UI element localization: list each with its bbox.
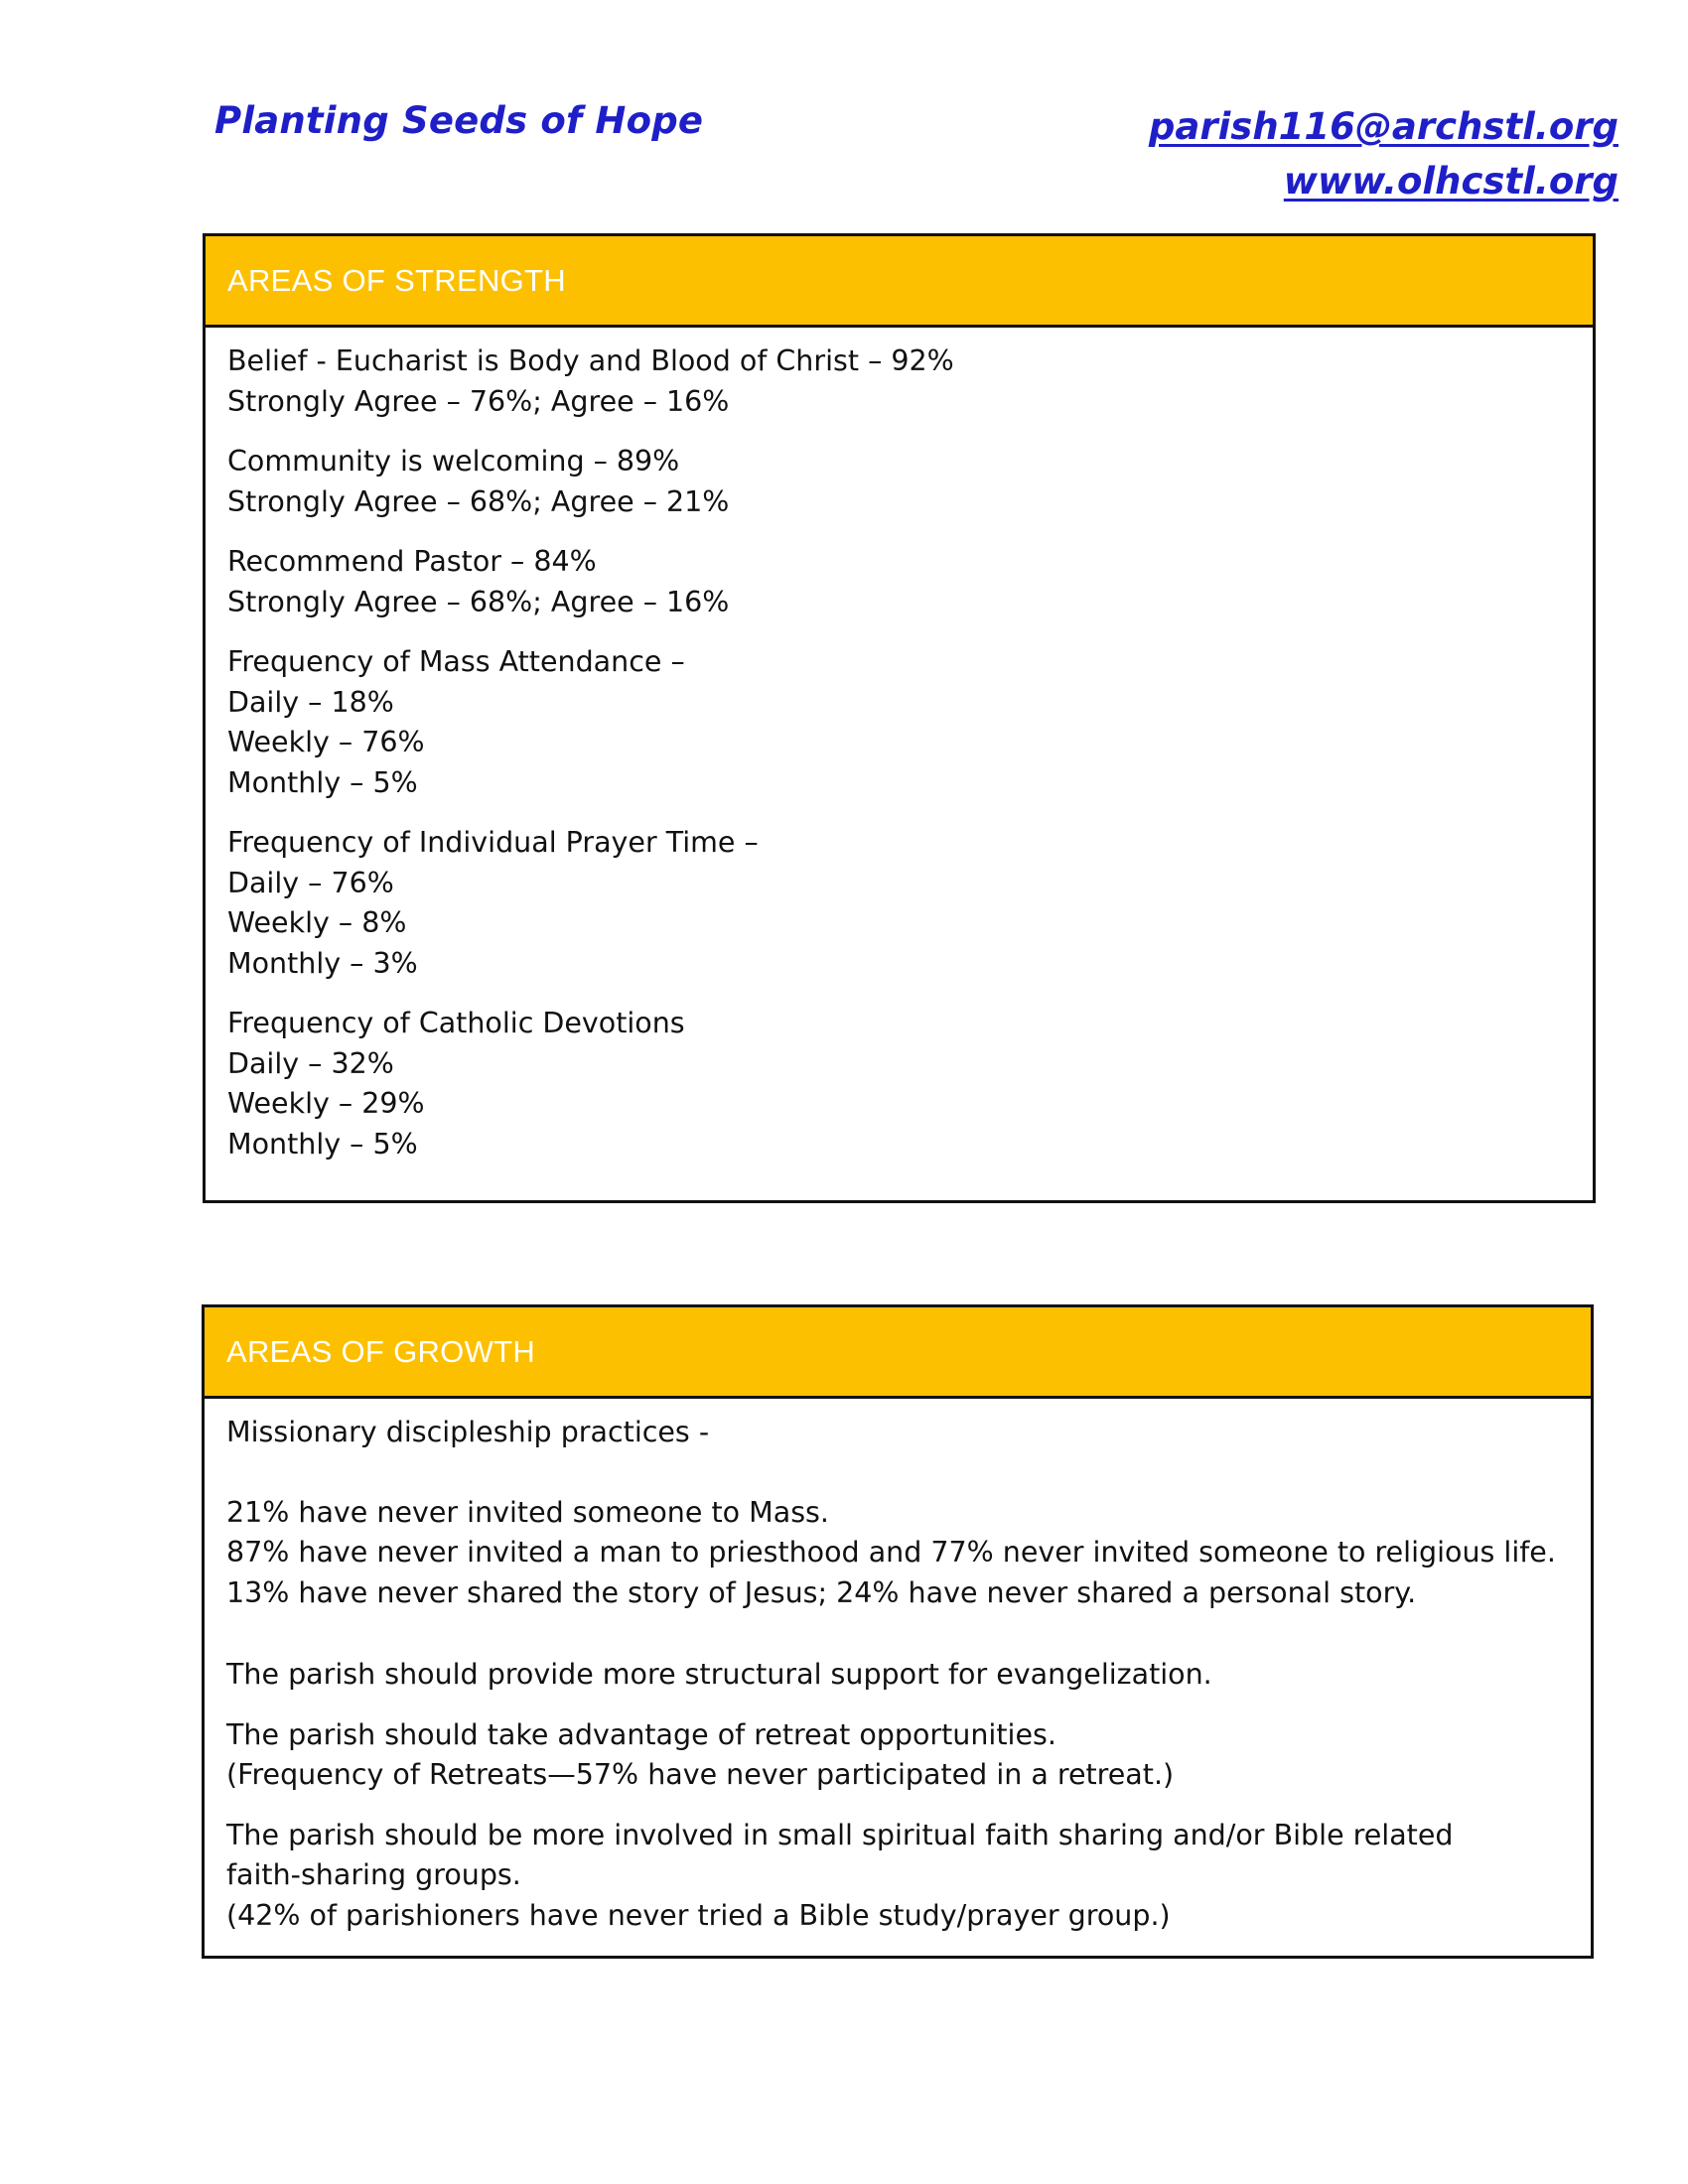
- growth-stat-line: 87% have never invited a man to priesthood and 77% never invited someone to religious life.: [226, 1536, 1556, 1569]
- strength-block: [227, 823, 1571, 984]
- strength-line: Daily – 76%: [227, 866, 394, 899]
- strength-block: [227, 642, 1571, 803]
- website-link[interactable]: www.olhcstl.org: [1283, 160, 1618, 203]
- strength-block: [227, 442, 1571, 522]
- strength-line: Weekly – 76%: [227, 726, 425, 758]
- areas-of-growth-body: [205, 1399, 1591, 1966]
- strength-line: Community is welcoming – 89%: [227, 445, 680, 478]
- strength-block: [227, 542, 1571, 622]
- growth-block: [226, 1715, 1569, 1796]
- growth-intro: Missionary discipleship practices -: [226, 1416, 710, 1448]
- growth-block: [226, 1816, 1569, 1937]
- strength-line: Daily – 18%: [227, 685, 394, 719]
- growth-stats: [226, 1493, 1569, 1614]
- strength-line: Monthly – 5%: [227, 1127, 418, 1160]
- strength-line: Weekly – 8%: [227, 906, 407, 939]
- growth-line: (Frequency of Retreats—57% have never participated in a retreat.): [226, 1758, 1175, 1791]
- growth-line: faith-sharing groups.: [226, 1858, 521, 1891]
- areas-of-strength-heading: AREAS OF STRENGTH: [206, 236, 1593, 328]
- page-title: Planting Seeds of Hope: [214, 99, 704, 142]
- areas-of-growth-section: [202, 1304, 1594, 1959]
- growth-line: The parish should take advantage of retreat opportunities.: [226, 1717, 1056, 1751]
- strength-line: Strongly Agree – 68%; Agree – 16%: [227, 585, 730, 618]
- email-link[interactable]: parish116@archstl.org: [1148, 105, 1618, 148]
- growth-line: (42% of parishioners have never tried a Bible study/prayer group.): [226, 1898, 1171, 1932]
- growth-block: [226, 1655, 1569, 1696]
- areas-of-growth-heading: AREAS OF GROWTH: [205, 1307, 1591, 1399]
- strength-line: Daily – 32%: [227, 1046, 394, 1080]
- header-contact: [1149, 99, 1618, 208]
- strength-line: Frequency of Mass Attendance –: [227, 645, 685, 678]
- growth-stat-line: 21% have never invited someone to Mass.: [226, 1495, 829, 1529]
- growth-line: The parish should be more involved in small spiritual faith sharing and/or Bible related: [226, 1818, 1454, 1851]
- growth-line: The parish should provide more structural support for evangelization.: [226, 1658, 1212, 1691]
- strength-line: Strongly Agree – 76%; Agree – 16%: [227, 384, 730, 418]
- strength-line: Frequency of Catholic Devotions: [227, 1007, 685, 1039]
- areas-of-strength-body: [206, 328, 1593, 1194]
- strength-line: Monthly – 3%: [227, 946, 418, 980]
- growth-stat-line: 13% have never shared the story of Jesus; 24% have never shared a personal story.: [226, 1575, 1417, 1609]
- strength-line: Recommend Pastor – 84%: [227, 545, 597, 578]
- strength-line: Belief - Eucharist is Body and Blood of Christ – 92%: [227, 344, 954, 377]
- strength-line: Strongly Agree – 68%; Agree – 21%: [227, 484, 730, 518]
- areas-of-strength-section: [203, 233, 1596, 1203]
- strength-block: [227, 1004, 1571, 1164]
- strength-block: [227, 341, 1571, 422]
- strength-line: Weekly – 29%: [227, 1087, 425, 1120]
- strength-line: Frequency of Individual Prayer Time –: [227, 826, 759, 859]
- strength-line: Monthly – 5%: [227, 765, 418, 799]
